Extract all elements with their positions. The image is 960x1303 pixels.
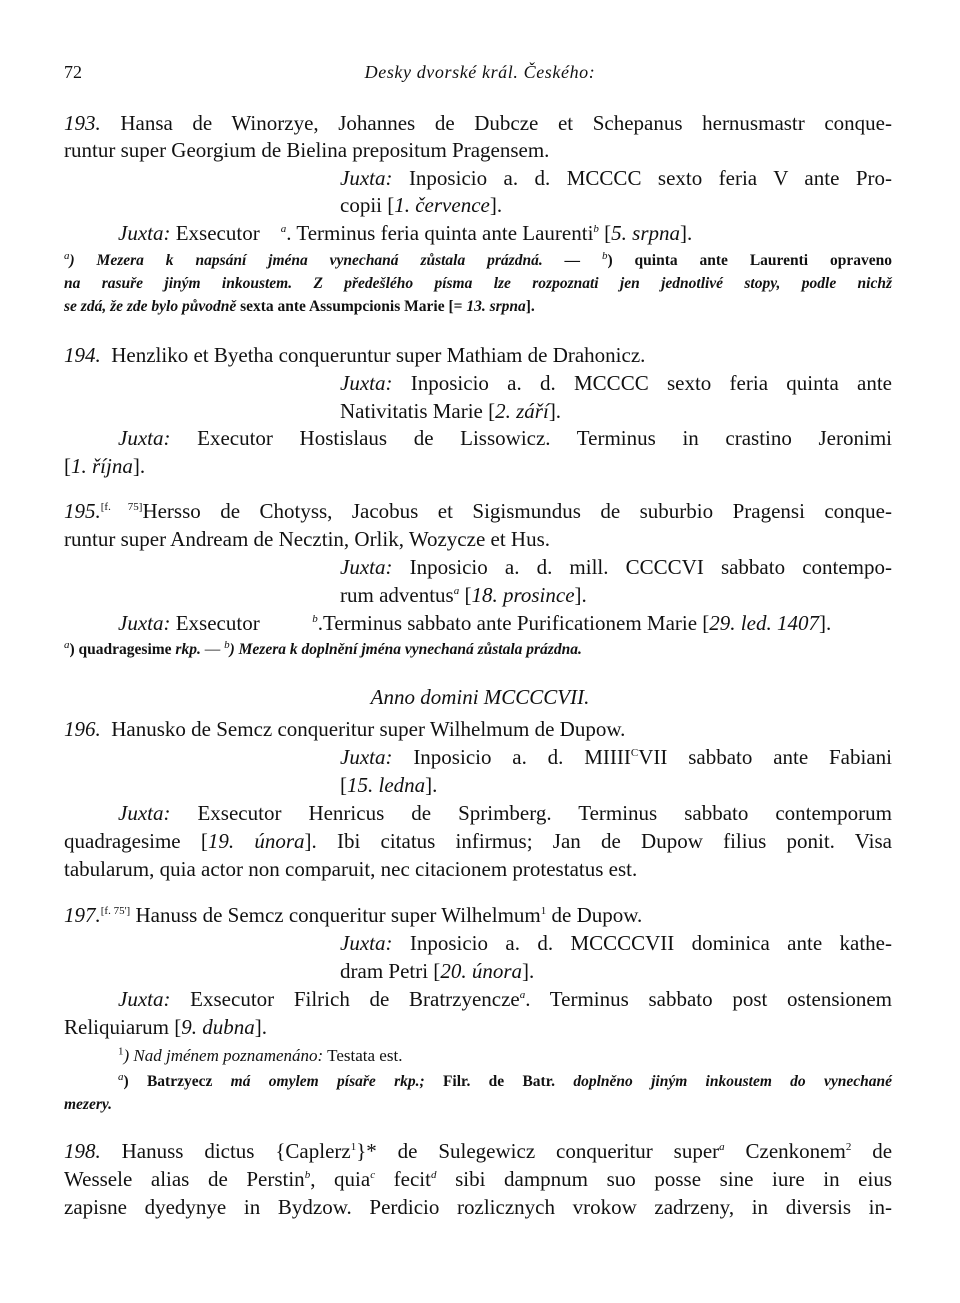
entry-195-line-2: runtur super Andream de Necztin, Orlik, Wozycze et Hus.	[64, 527, 551, 551]
entry-195-line-3: Juxta: Inposicio a. d. mill. CCCCVI sabbato contempo-	[340, 555, 893, 579]
entry-198-line-2: Wessele alias de Perstin$^b$, quia$^c$ fecit$^d$ sibi dampnum suo posse sine iure in eius	[64, 1167, 893, 1191]
running-title: Desky dvorské král. Českého:	[364, 62, 596, 82]
entry-196-line-5: quadragesime [19. února]. Ibi citatus infirmus; Jan de Dupow filius ponit. Visa	[64, 829, 892, 853]
entry-197-line-4: Juxta: Exsecutor Filrich de Bratrzyencze$^a$. Terminus sabbato post ostensionem	[118, 987, 892, 1011]
entry-number: 198.	[64, 1139, 101, 1163]
entry-195-footnote-1: $^a$) quadragesime rkp. — $^b$) Mezera k doplnění jména vynechaná zůstala prázdna.	[64, 638, 582, 658]
entry-193-footnote-3: se zdá, že zde bylo původně sexta ante Assumpcionis Marie [= 13. srpna].	[64, 298, 535, 315]
page-number: 72	[64, 62, 82, 82]
entry-194-line-5: [1. října].	[64, 454, 146, 478]
folio-reference: [f. 75']	[100, 905, 131, 917]
entry-193-footnote-1: $^a$) Mezera k napsání jména vynechaná zůstala prázdná. — $^b$) quinta ante Laurenti opraveno	[64, 249, 892, 269]
entry-193-line-5: Juxta: Exsecutor $^a$. Terminus feria quinta ante Laurenti$^b$ [5. srpna].	[118, 221, 693, 245]
entry-195-line-5: Juxta: Exsecutor $^b$.Terminus sabbato ante Purificationem Marie [29. led. 1407].	[118, 611, 832, 635]
entry-196-line-1: 196. Hanusko de Semcz conqueritur super Wilhelmum de Dupow.	[64, 717, 626, 741]
year-heading: Anno domini MCCCCVII.	[370, 685, 590, 709]
folio-reference: [f. 75]	[100, 501, 143, 513]
entry-number: 194.	[64, 343, 101, 367]
entry-198-line-1: 198. Hanuss dictus {Caplerz$^1$}* de Sulegewicz conqueritur super$^a$ Czenkonem$^2$ de	[64, 1139, 893, 1163]
entry-number: 197.	[64, 903, 101, 927]
entry-197-footnote-3: mezery.	[64, 1096, 113, 1113]
entry-193-footnote-2: na rasuře jiným inkoustem. Z předešlého písma lze rozpoznati jen jednotlivé stopy, podle nichž	[64, 275, 892, 292]
entry-number: 193.	[64, 111, 101, 135]
entry-197-line-3: dram Petri [20. února].	[340, 959, 535, 983]
entry-197-line-1: 197.[f. 75'] Hanuss de Semcz conqueritur super Wilhelmum$^1$ de Dupow.	[64, 903, 643, 927]
entry-number: 195.	[64, 499, 101, 523]
entry-193-line-1: 193. Hansa de Winorzye, Johannes de Dubcze et Schepanus hernusmastr conque-	[64, 111, 892, 135]
entry-193-line-2: runtur super Georgium de Bielina prepositum Pragensem.	[64, 138, 550, 162]
entry-197-line-2: Juxta: Inposicio a. d. MCCCCVII dominica ante kathe-	[340, 931, 893, 955]
entry-194-line-4: Juxta: Executor Hostislaus de Lissowicz. Terminus in crastino Jeronimi	[118, 426, 893, 450]
entry-number: 196.	[64, 717, 101, 741]
entry-196-line-6: tabularum, quia actor non comparuit, nec citacionem protestatus est.	[64, 857, 638, 881]
entry-196-line-2: Juxta: Inposicio a. d. $MIIII^CVII$ sabbato ante Fabiani	[340, 745, 892, 769]
entry-198-line-3: zapisne dyedynye in Bydzow. Perdicio rozlicznych vrokow zadrzeny, in diversis in-	[64, 1195, 892, 1219]
entry-194-line-3: Nativitatis Marie [2. září].	[340, 399, 562, 423]
entry-196-line-3: [15. ledna].	[340, 773, 438, 797]
entry-194-line-2: Juxta: Inposicio a. d. MCCCC sexto feria quinta ante	[340, 371, 892, 395]
entry-193-line-4: copii [1. července].	[340, 193, 503, 217]
entry-197-line-5: Reliquiarum [9. dubna].	[64, 1015, 267, 1039]
entry-195-line-4: rum adventus$^a$ [18. prosince].	[340, 583, 587, 607]
entry-197-footnote-1: $^1$) Nad jménem poznamenáno: Testata est.	[118, 1045, 403, 1065]
entry-196-line-4: Juxta: Exsecutor Henricus de Sprimberg. Terminus sabbato contemporum	[118, 801, 893, 825]
entry-193-line-3: Juxta: Inposicio a. d. MCCCC sexto feria V ante Pro-	[340, 166, 893, 190]
entry-195-line-1: 195.[f. 75]Hersso de Chotyss, Jacobus et Sigismundus de suburbio Pragensi conque-	[64, 499, 892, 523]
entry-197-footnote-2: $^a$) Batrzyecz má omylem písaře rkp.; Filr. de Batr. doplněno jiným inkoustem do vynechané	[118, 1070, 892, 1090]
entry-194-line-1: 194. Henzliko et Byetha conqueruntur super Mathiam de Drahonicz.	[64, 343, 646, 367]
